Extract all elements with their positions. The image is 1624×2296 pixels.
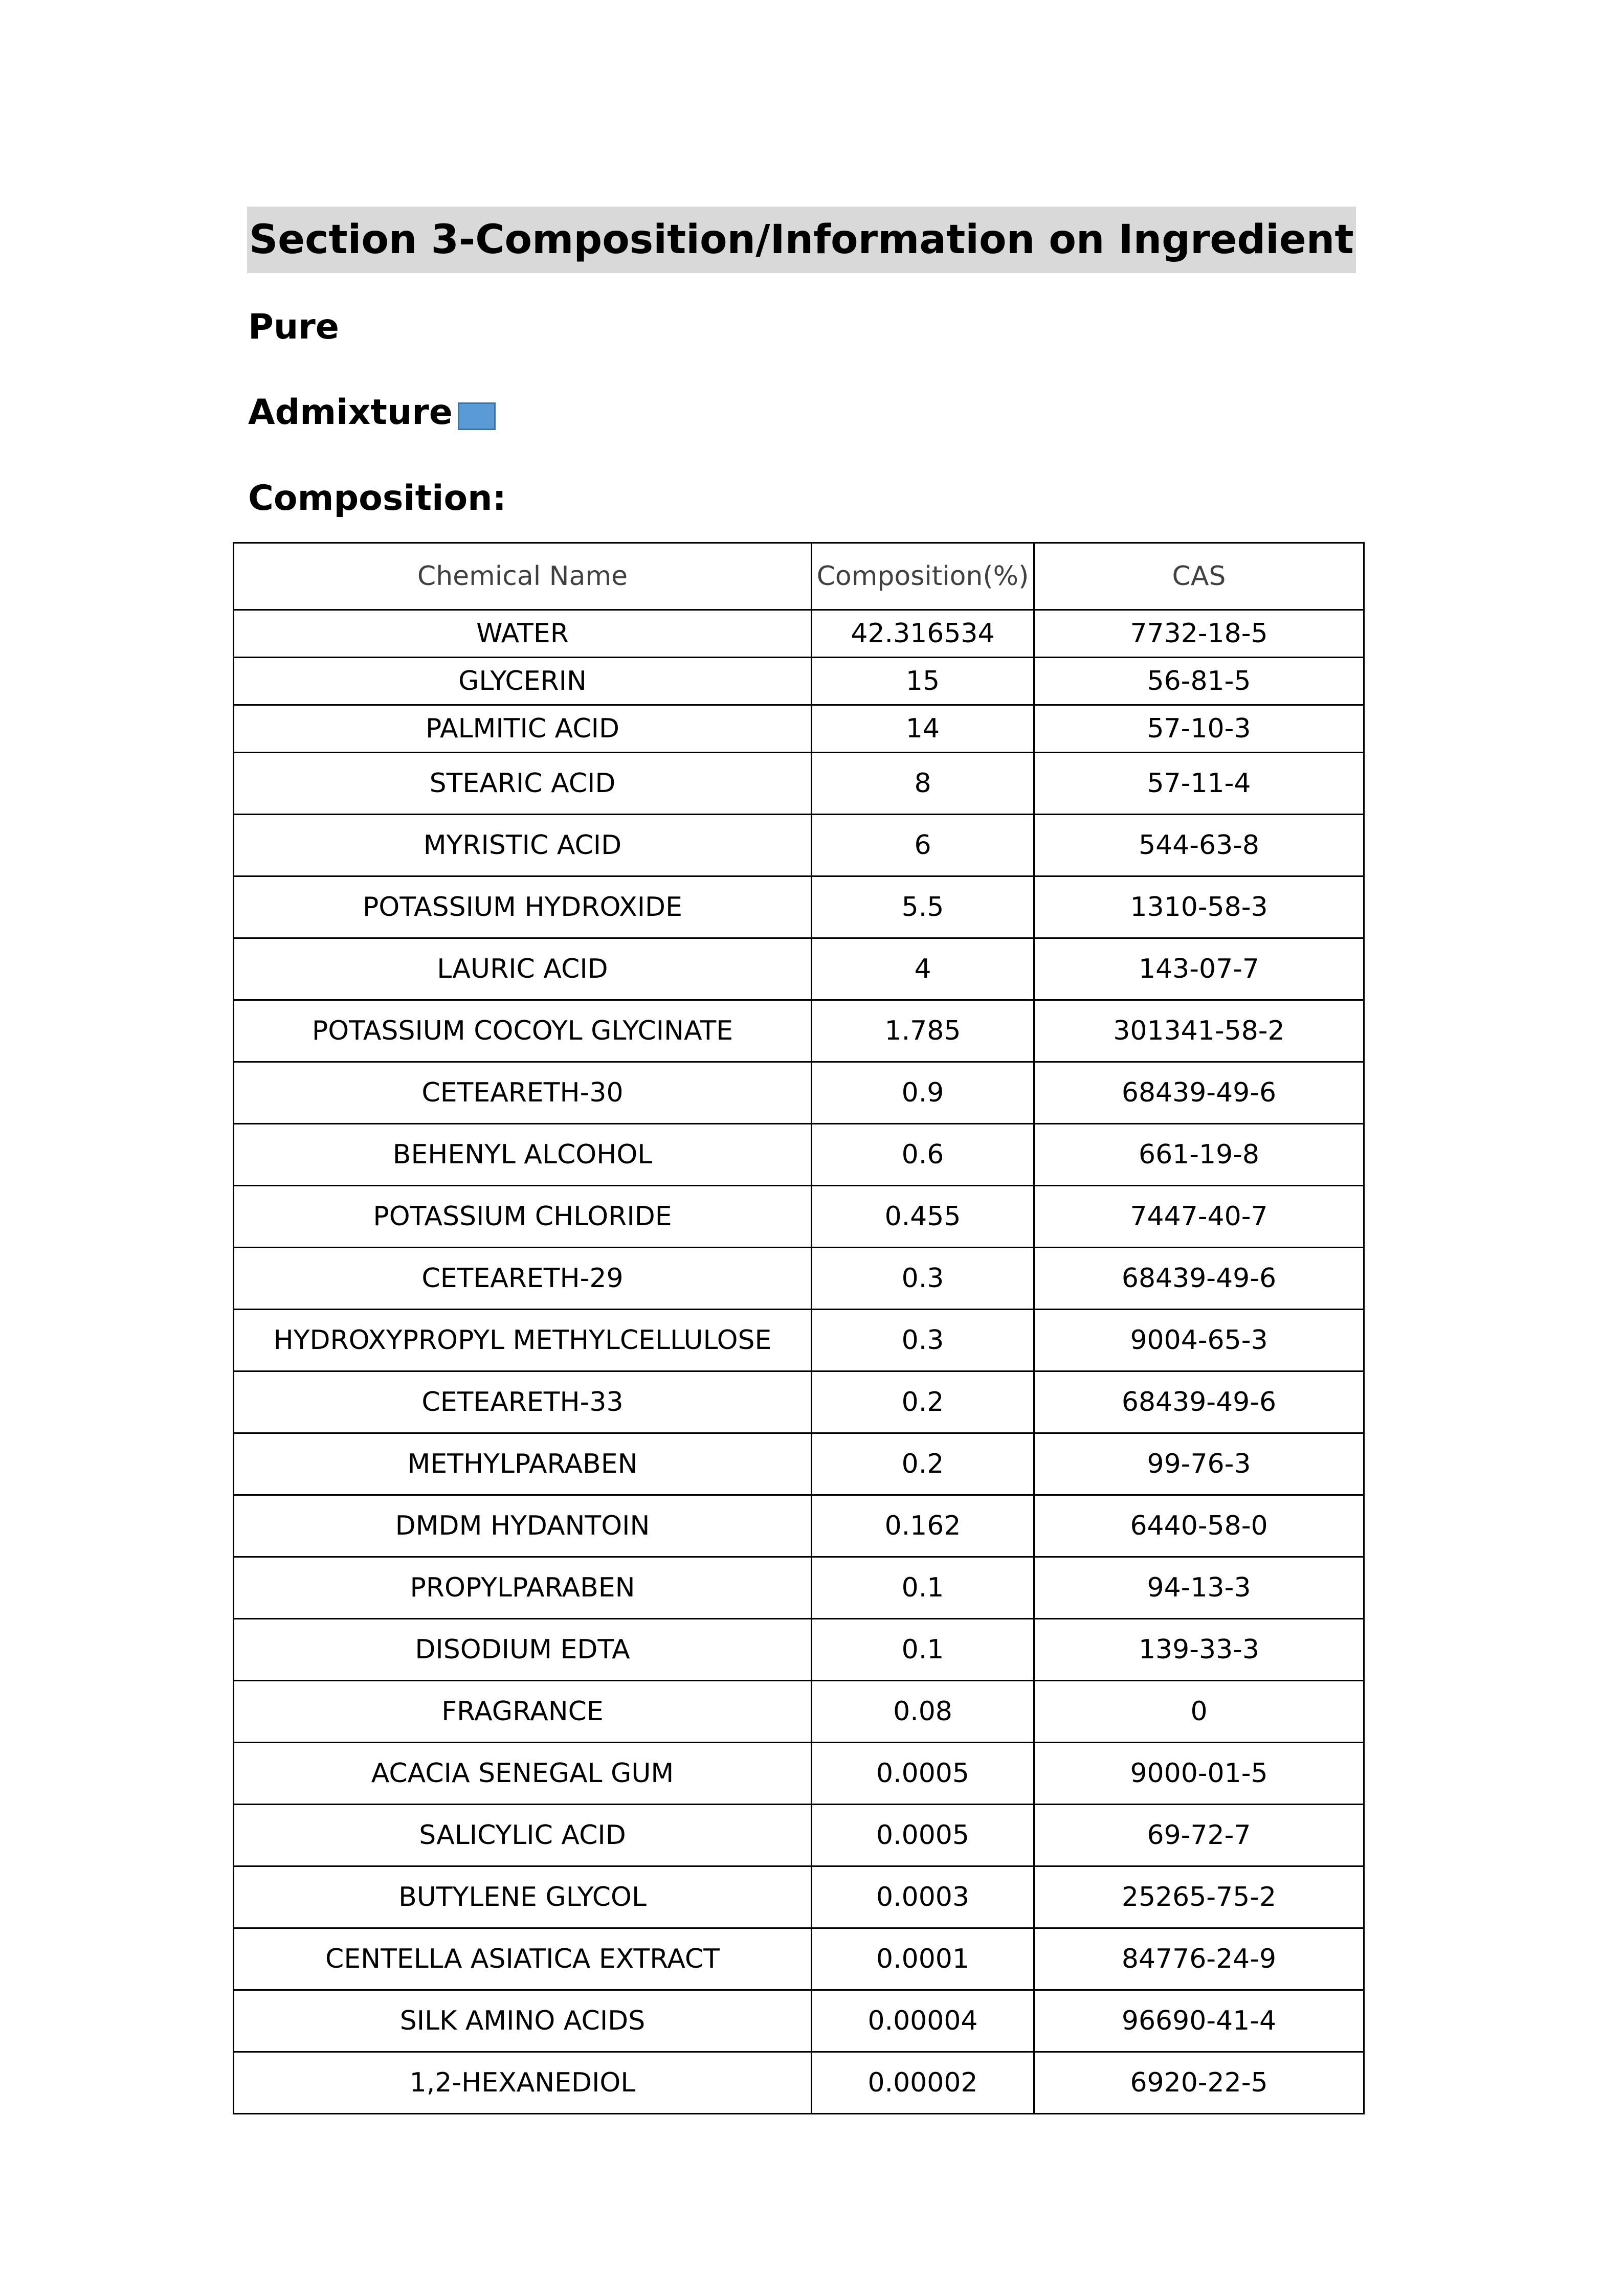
cell-chemical-name: CENTELLA ASIATICA EXTRACT (234, 1928, 812, 1990)
cell-chemical-name: WATER (234, 610, 812, 658)
cell-chemical-name: SILK AMINO ACIDS (234, 1990, 812, 2052)
cell-cas: 68439-49-6 (1034, 1248, 1364, 1310)
table-row (234, 1928, 1364, 1990)
cell-cas: 57-10-3 (1034, 705, 1364, 753)
table-row (234, 1495, 1364, 1557)
cell-cas: 99-76-3 (1034, 1433, 1364, 1495)
cell-composition: 0.0005 (812, 1805, 1034, 1866)
table-row (234, 1248, 1364, 1310)
cell-chemical-name: STEARIC ACID (234, 753, 812, 815)
cell-composition: 0.1 (812, 1557, 1034, 1619)
cell-chemical-name: DISODIUM EDTA (234, 1619, 812, 1681)
cell-chemical-name: PALMITIC ACID (234, 705, 812, 753)
table-row (234, 1310, 1364, 1371)
cell-composition: 0.2 (812, 1371, 1034, 1433)
cell-composition: 8 (812, 753, 1034, 815)
cell-composition: 0.0005 (812, 1743, 1034, 1805)
table-row (234, 1433, 1364, 1495)
cell-cas: 25265-75-2 (1034, 1866, 1364, 1928)
cell-cas: 68439-49-6 (1034, 1062, 1364, 1124)
composition-label-text: Composition: (248, 478, 506, 519)
table-row (234, 1124, 1364, 1186)
admixture-checkbox[interactable] (458, 402, 496, 430)
table-row (234, 1990, 1364, 2052)
table-row (234, 1619, 1364, 1681)
admixture-label-text: Admixture (248, 392, 453, 433)
table-row (234, 753, 1364, 815)
table-row (234, 705, 1364, 753)
cell-cas: 1310-58-3 (1034, 876, 1364, 938)
cell-composition: 1.785 (812, 1000, 1034, 1062)
cell-cas: 0 (1034, 1681, 1364, 1743)
cell-chemical-name: 1,2-HEXANEDIOL (234, 2052, 812, 2114)
cell-composition: 0.00002 (812, 2052, 1034, 2114)
cell-cas: 96690-41-4 (1034, 1990, 1364, 2052)
cell-composition: 0.0003 (812, 1866, 1034, 1928)
cell-chemical-name: MYRISTIC ACID (234, 815, 812, 876)
cell-chemical-name: SALICYLIC ACID (234, 1805, 812, 1866)
cell-composition: 5.5 (812, 876, 1034, 938)
cell-chemical-name: HYDROXYPROPYL METHYLCELLULOSE (234, 1310, 812, 1371)
cell-chemical-name: POTASSIUM HYDROXIDE (234, 876, 812, 938)
table-row (234, 1743, 1364, 1805)
table-row (234, 1805, 1364, 1866)
table-row (234, 1557, 1364, 1619)
cell-composition: 14 (812, 705, 1034, 753)
cell-composition: 0.00004 (812, 1990, 1034, 2052)
header-composition: Composition(%) (812, 543, 1034, 610)
cell-chemical-name: CETEARETH-29 (234, 1248, 812, 1310)
cell-composition: 0.455 (812, 1186, 1034, 1248)
cell-chemical-name: ACACIA SENEGAL GUM (234, 1743, 812, 1805)
cell-chemical-name: FRAGRANCE (234, 1681, 812, 1743)
cell-composition: 0.1 (812, 1619, 1034, 1681)
table-header-row (234, 543, 1364, 610)
cell-cas: 9004-65-3 (1034, 1310, 1364, 1371)
table-row (234, 610, 1364, 658)
cell-cas: 544-63-8 (1034, 815, 1364, 876)
header-cas: CAS (1034, 543, 1364, 610)
cell-chemical-name: POTASSIUM CHLORIDE (234, 1186, 812, 1248)
cell-cas: 139-33-3 (1034, 1619, 1364, 1681)
composition-label (248, 476, 506, 522)
cell-cas: 56-81-5 (1034, 658, 1364, 705)
header-chemical-name: Chemical Name (234, 543, 812, 610)
cell-cas: 7732-18-5 (1034, 610, 1364, 658)
cell-composition: 0.08 (812, 1681, 1034, 1743)
table-row (234, 876, 1364, 938)
composition-table (233, 542, 1365, 2114)
cell-cas: 6920-22-5 (1034, 2052, 1364, 2114)
cell-cas: 9000-01-5 (1034, 1743, 1364, 1805)
cell-chemical-name: CETEARETH-33 (234, 1371, 812, 1433)
table-row (234, 815, 1364, 876)
cell-cas: 68439-49-6 (1034, 1371, 1364, 1433)
cell-chemical-name: POTASSIUM COCOYL GLYCINATE (234, 1000, 812, 1062)
cell-chemical-name: BUTYLENE GLYCOL (234, 1866, 812, 1928)
cell-composition: 15 (812, 658, 1034, 705)
table-row (234, 2052, 1364, 2114)
cell-cas: 7447-40-7 (1034, 1186, 1364, 1248)
cell-cas: 661-19-8 (1034, 1124, 1364, 1186)
cell-chemical-name: METHYLPARABEN (234, 1433, 812, 1495)
section-title: Section 3-Composition/Information on Ingredient (247, 207, 1356, 273)
cell-cas: 69-72-7 (1034, 1805, 1364, 1866)
table-row (234, 1866, 1364, 1928)
cell-cas: 94-13-3 (1034, 1557, 1364, 1619)
cell-composition: 0.3 (812, 1310, 1034, 1371)
cell-composition: 0.0001 (812, 1928, 1034, 1990)
table-row (234, 1062, 1364, 1124)
table-row (234, 1681, 1364, 1743)
cell-composition: 4 (812, 938, 1034, 1000)
table-row (234, 1186, 1364, 1248)
pure-label (248, 304, 339, 350)
cell-chemical-name: CETEARETH-30 (234, 1062, 812, 1124)
cell-chemical-name: PROPYLPARABEN (234, 1557, 812, 1619)
cell-composition: 0.162 (812, 1495, 1034, 1557)
cell-composition: 42.316534 (812, 610, 1034, 658)
cell-composition: 0.3 (812, 1248, 1034, 1310)
cell-chemical-name: LAURIC ACID (234, 938, 812, 1000)
cell-composition: 0.2 (812, 1433, 1034, 1495)
pure-label-text: Pure (248, 307, 339, 347)
cell-cas: 6440-58-0 (1034, 1495, 1364, 1557)
cell-cas: 84776-24-9 (1034, 1928, 1364, 1990)
cell-cas: 143-07-7 (1034, 938, 1364, 1000)
table-row (234, 1000, 1364, 1062)
admixture-label (248, 390, 496, 436)
cell-composition: 0.9 (812, 1062, 1034, 1124)
cell-chemical-name: DMDM HYDANTOIN (234, 1495, 812, 1557)
cell-cas: 301341-58-2 (1034, 1000, 1364, 1062)
cell-chemical-name: GLYCERIN (234, 658, 812, 705)
table-row (234, 1371, 1364, 1433)
table-row (234, 938, 1364, 1000)
table-row (234, 658, 1364, 705)
cell-chemical-name: BEHENYL ALCOHOL (234, 1124, 812, 1186)
cell-composition: 0.6 (812, 1124, 1034, 1186)
cell-cas: 57-11-4 (1034, 753, 1364, 815)
cell-composition: 6 (812, 815, 1034, 876)
